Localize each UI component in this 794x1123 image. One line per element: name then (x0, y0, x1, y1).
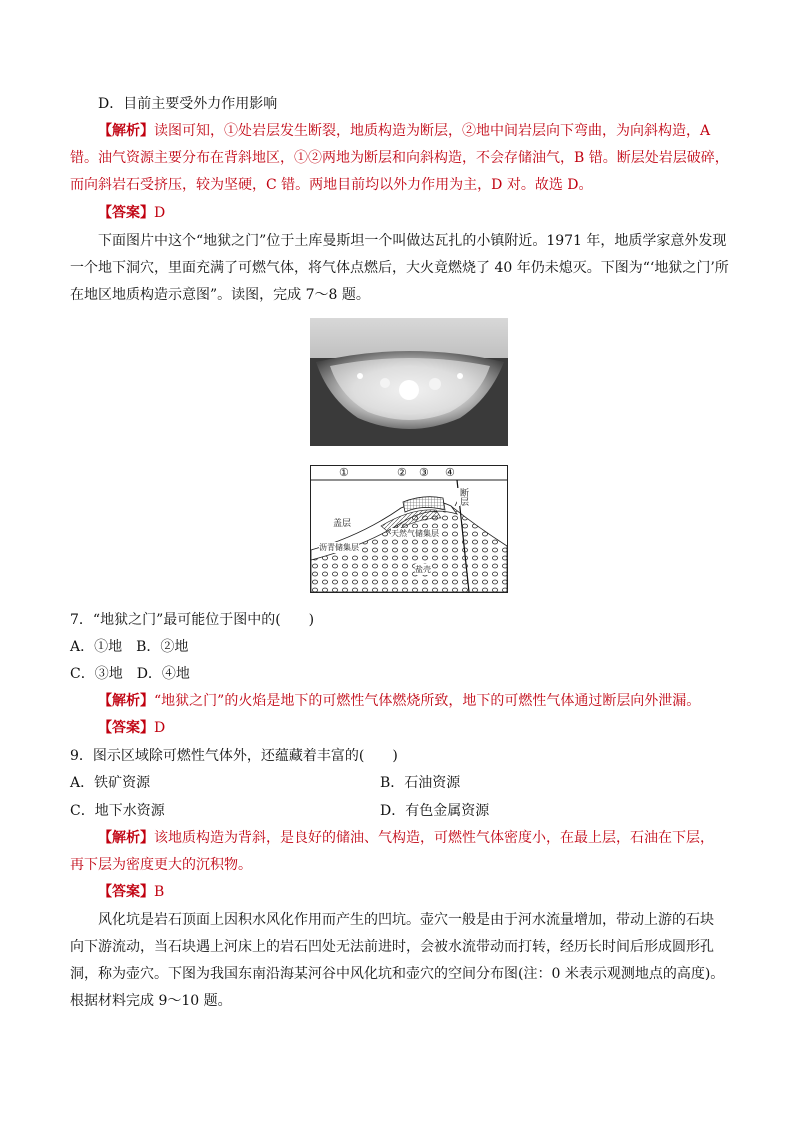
q9-analysis-line1 (98, 828, 730, 848)
analysis-text: 读图可知，①处岩层发生断裂，地质构造为断层，②地中间岩层向下弯曲，为向斜构造，A (154, 123, 711, 139)
q6-analysis-line3: 而向斜岩石受挤压，较为坚硬，C 错。两地目前均以外力作用为主，D 对。故选 D。 (70, 177, 593, 193)
intro-9-10-line2: 向下游流动，当石块遇上河床上的岩石凹处无法前进时，会被水流带动而打转，经历长时间后形成圆形孔 (70, 939, 714, 955)
answer-value: D (154, 205, 166, 221)
q6-answer (98, 203, 730, 223)
q7-analysis (98, 691, 730, 711)
analysis-tag: 【解析】 (98, 693, 154, 709)
intro-9-10-line4: 根据材料完成 9～10 题。 (70, 993, 232, 1009)
label-cap: 盖层 (333, 516, 351, 529)
marker-4: ④ (445, 466, 455, 479)
intro-7-8-line2: 一个地下洞穴，里面充满了可燃气体，将气体点燃后，大火竟燃烧了 40 年仍未熄灭。下图为“‘地狱之门’所 (70, 260, 729, 276)
intro-7-8-line1: 下面图片中这个“地狱之门”位于土库曼斯坦一个叫做达瓦扎的小镇附近。1971 年，地质学家意外发现 (98, 233, 727, 249)
crater-photo (310, 318, 508, 446)
q6-analysis-line2: 错。油气资源主要分布在背斜地区，①②两地为断层和向斜构造，不会存储油气，B 错。断层处岩层破碎， (70, 150, 729, 166)
q7-stem: 7．“地狱之门”最可能位于图中的( ) (70, 612, 315, 628)
answer-value: D (154, 720, 166, 736)
answer-value: B (154, 884, 165, 900)
q6-analysis-line1 (98, 121, 730, 141)
analysis-text: 该地质构造为背斜，是良好的储油、气构造，可燃性气体密度小，在最上层，石油在下层， (154, 830, 714, 846)
intro-9-10-line3: 洞，称为壶穴。下图为我国东南沿海某河谷中风化坑和壶穴的空间分布图(注：0 米表示观测地点的高度)。 (70, 966, 725, 982)
crater-photo-image (310, 318, 508, 446)
analysis-tag: 【解析】 (98, 123, 154, 139)
analysis-tag: 【解析】 (98, 830, 154, 846)
label-layer1: 沥青储集层 (319, 543, 359, 552)
answer-tag: 【答案】 (98, 884, 154, 900)
intro-7-8-line3: 在地区地质构造示意图”。读图，完成 7～8 题。 (70, 287, 370, 303)
q9-option-a: A．铁矿资源 (70, 775, 151, 791)
q9-option-d: D．有色金属资源 (380, 803, 490, 819)
label-fault: 断层 (458, 488, 468, 506)
label-layer3: 盐壳 (415, 565, 431, 574)
geology-diagram (310, 465, 508, 593)
marker-1: ① (339, 466, 349, 479)
q9-option-c: C．地下水资源 (70, 803, 165, 819)
answer-tag: 【答案】 (98, 720, 154, 736)
intro-9-10-line1: 风化坑是岩石顶面上因积水风化作用而产生的凹坑。壶穴一般是由于河水流量增加，带动上游的石块 (98, 912, 714, 928)
label-layer2: 天然气储集层 (391, 529, 439, 538)
analysis-text: “地狱之门”的火焰是地下的可燃性气体燃烧所致，地下的可燃性气体通过断层向外泄漏。 (154, 693, 701, 709)
q9-analysis-line2: 再下层为密度更大的沉积物。 (70, 857, 252, 873)
q9-answer (98, 882, 730, 902)
q9-option-b: B．石油资源 (380, 775, 461, 791)
q9-stem: 9．图示区域除可燃性气体外，还蕴藏着丰富的( ) (70, 748, 398, 764)
q9-options-row1 (70, 773, 730, 793)
q9-options-row2 (70, 801, 730, 821)
q7-answer (98, 718, 730, 738)
marker-3: ③ (419, 466, 429, 479)
marker-2: ② (397, 466, 407, 479)
q7-options-ab: A．①地 B．②地 (70, 639, 189, 655)
q7-options-cd: C．③地 D．④地 (70, 666, 190, 682)
q6-option-d: D．目前主要受外力作用影响 (98, 96, 278, 112)
answer-tag: 【答案】 (98, 205, 154, 221)
